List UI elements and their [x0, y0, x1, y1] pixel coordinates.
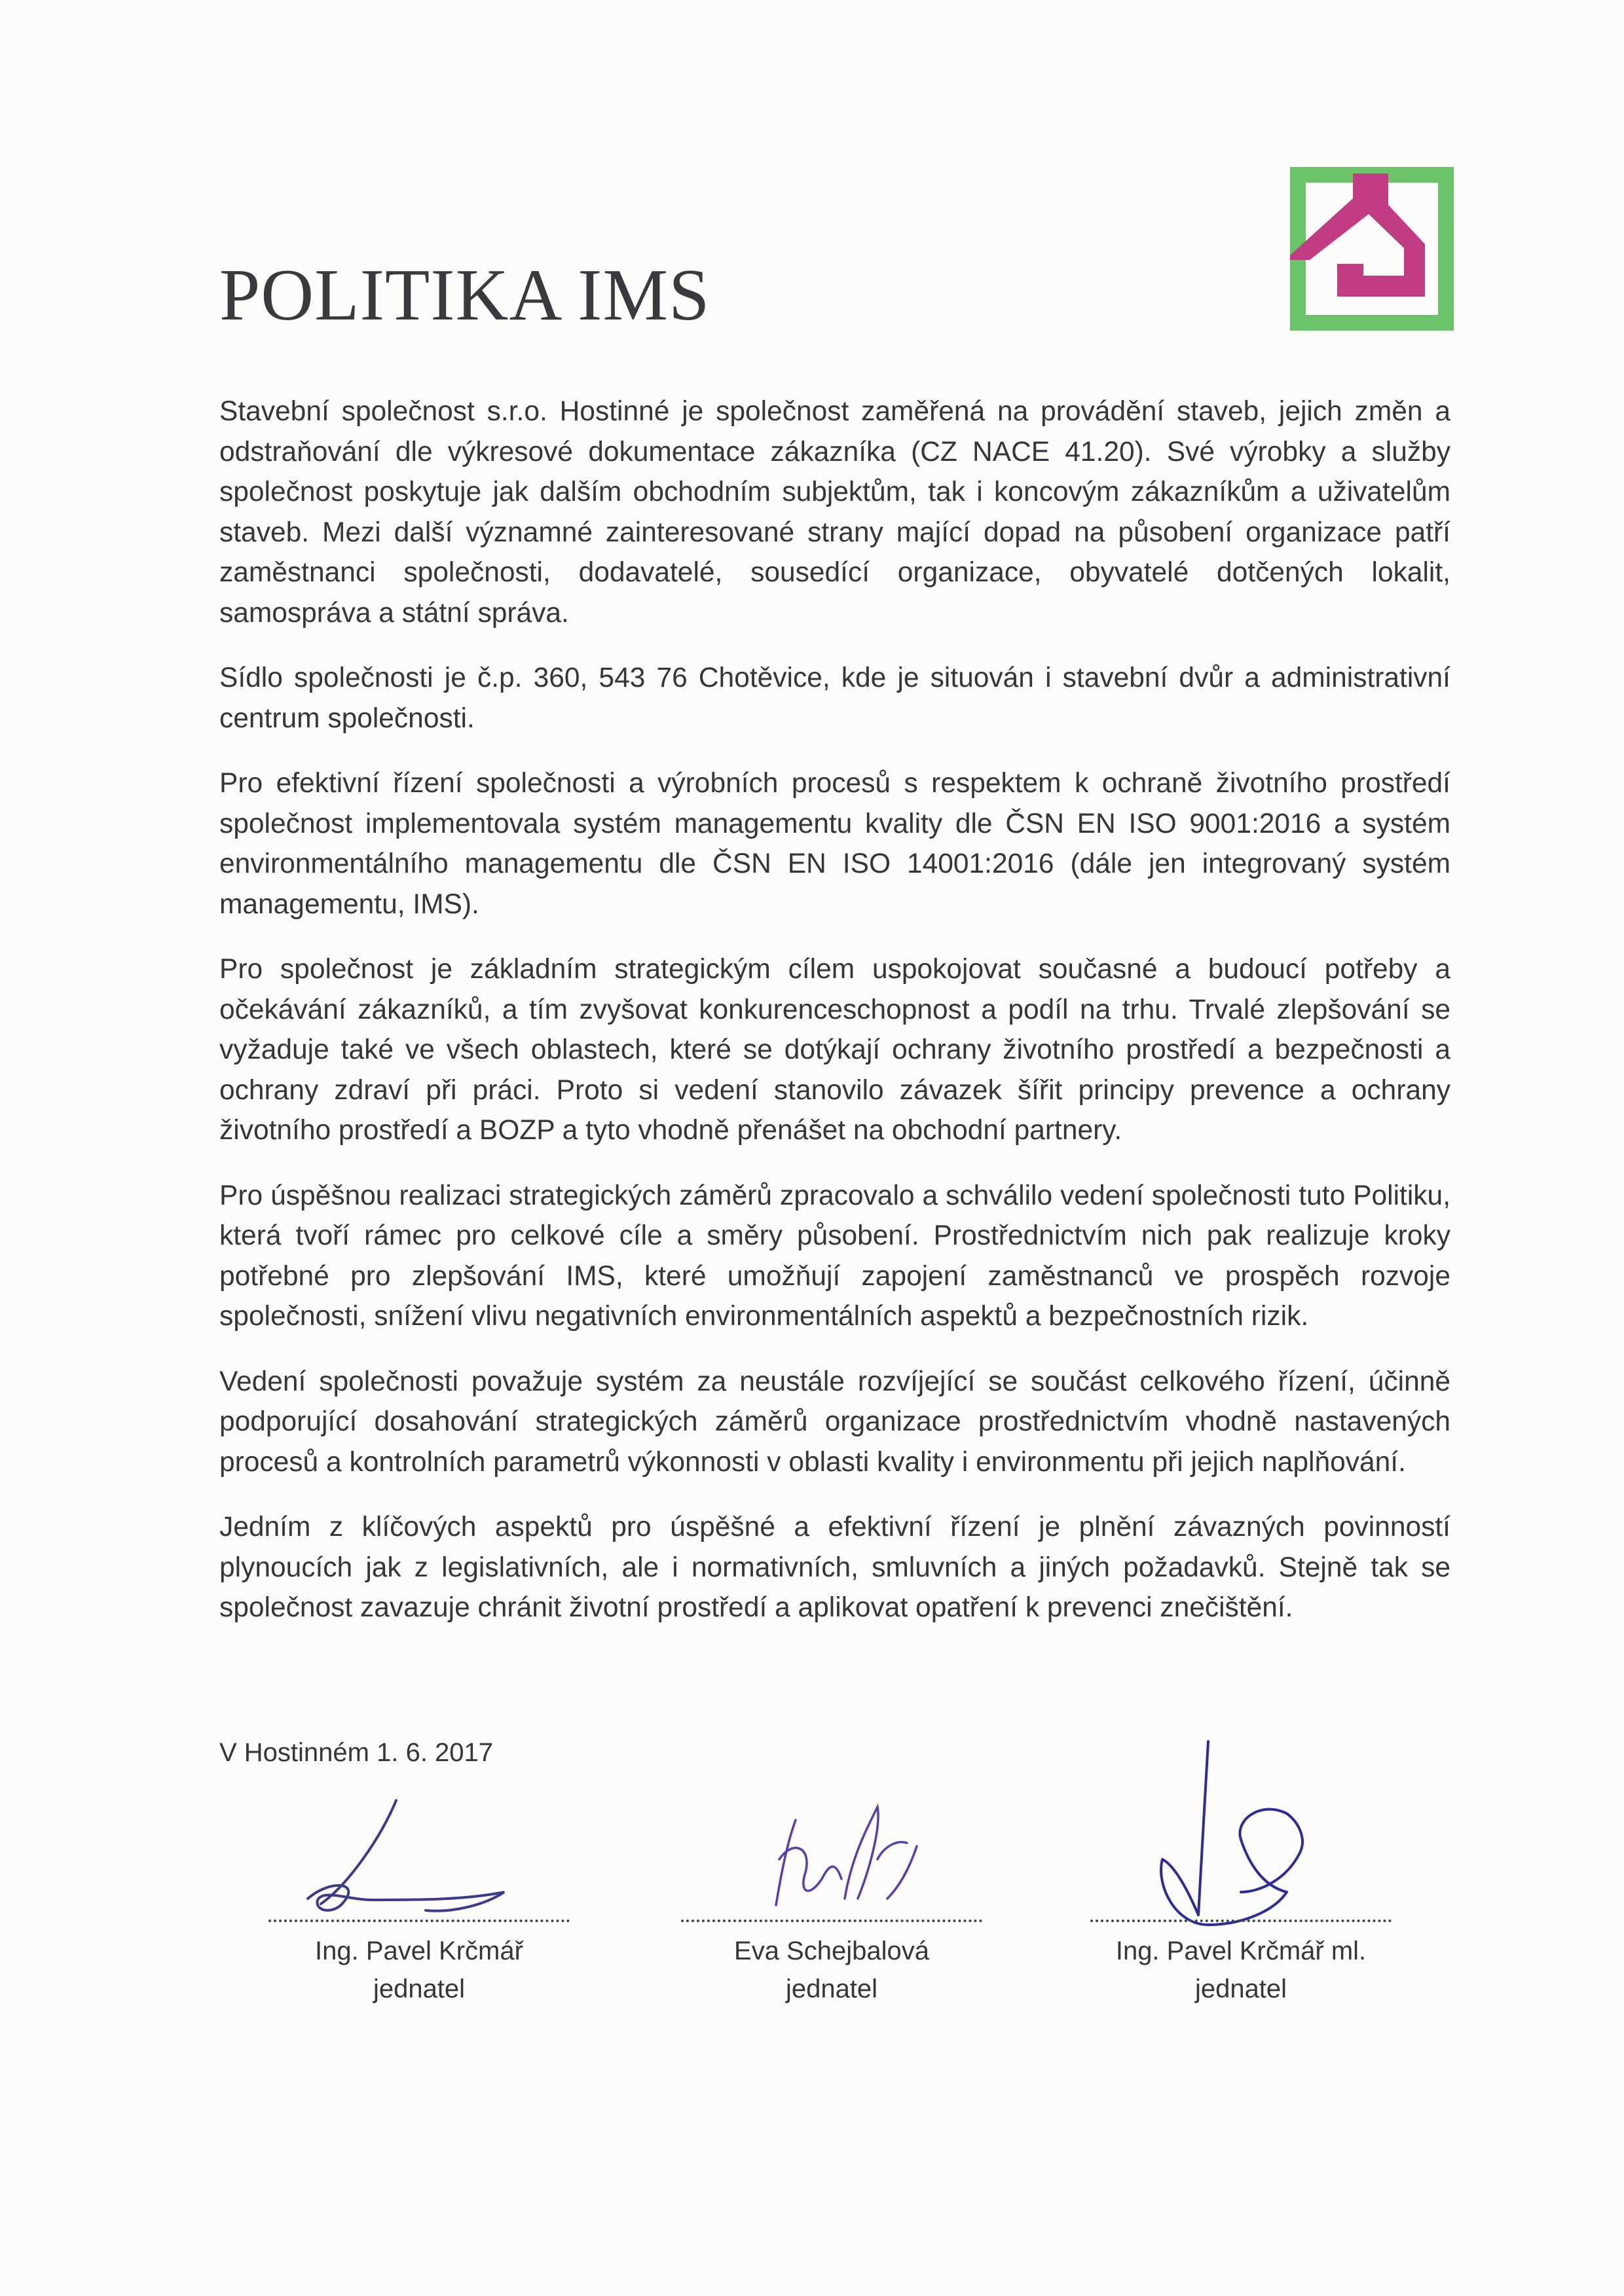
signature-line: [681, 1920, 982, 1922]
paragraph-2: Sídlo společnosti je č.p. 360, 543 76 Chotěvice, kde je situován i stavební dvůr a administrativní centrum společnosti.: [219, 663, 1450, 734]
body-text: [219, 392, 1450, 1653]
house-logo-icon: [1290, 167, 1454, 331]
paragraph-3: Pro efektivní řízení společnosti a výrobních procesů s respektem k ochraně životního prostředí společnost implementovala systém managementu kvality dle ČSN EN ISO 9001:2016 a systém environmentálního managementu dle ČSN EN ISO 14001:2016 (dále jen integrovaný systém managementu, IMS).: [219, 768, 1450, 920]
signature-block-3: [1090, 1728, 1392, 2023]
signature-block-2: [681, 1728, 982, 2023]
paragraph-5: Pro úspěšnou realizaci strategických záměrů zpracovalo a schválilo vedení společnosti tuto Politiku, která tvoří rámec pro celkové cíle a směry působení. Prostřednictvím nich pak realizuje kroky potřebné pro zlepšování IMS, které umožňují zapojení zaměstnanců ve prospěch rozvoje společnosti, snížení vlivu negativních environmentálních aspektů a bezpečnostních rizik.: [219, 1180, 1450, 1332]
page-title: POLITIKA IMS: [219, 255, 710, 336]
handwritten-signature-1: [268, 1728, 570, 1925]
signatory-name: Ing. Pavel Krčmář: [315, 1937, 523, 1965]
paragraph-4: Pro společnost je základním strategickým cílem uspokojovat současné a budoucí potřeby a očekávání zákazníků, a tím zvyšovat konkurenceschopnost a podíl na trhu. Trvalé zlepšování se vyžaduje také ve všech oblastech, které se dotýkají ochrany životního prostředí a bezpečnosti a ochrany zdraví při práci. Proto si vedení stanovilo závazek šířit principy prevence a ochrany životního prostředí a BOZP a tyto vhodně přenášet na obchodní partnery.: [219, 954, 1450, 1146]
signature-block-1: [268, 1728, 570, 2023]
place-date: V Hostinném 1. 6. 2017: [219, 1738, 494, 1767]
signature-line: [268, 1920, 570, 1922]
signatory-role: jednatel: [785, 1975, 878, 2003]
signature-line: [1090, 1920, 1392, 1922]
paragraph-1: Stavební společnost s.r.o. Hostinné je společnost zaměřená na provádění staveb, jejich změn a odstraňování dle výkresové dokumentace zákazníka (CZ NACE 41.20). Své výrobky a služby společnost poskytuje jak dalším obchodním subjektům, tak i koncovým zákazníkům a uživatelům staveb. Mezi další významné zainteresované strany mající dopad na působení organizace patří zaměstnanci společnosti, dodavatelé, sousedící organizace, obyvatelé dotčených lokalit, samospráva a státní správa.: [219, 396, 1450, 629]
signatory-name: Ing. Pavel Krčmář ml.: [1115, 1937, 1367, 1965]
paragraph-6: Vedení společnosti považuje systém za neustále rozvíjející se součást celkového řízení, účinně podporující dosahování strategických záměrů organizace prostřednictvím vhodně nastavených procesů a kontrolních parametrů výkonnosti v oblasti kvality i environmentu při jejich naplňování.: [219, 1366, 1450, 1478]
signatory-role: jednatel: [1194, 1975, 1287, 2003]
paragraph-7: Jedním z klíčových aspektů pro úspěšné a efektivní řízení je plnění závazných povinností plynoucích jak z legislativních, ale i normativních, smluvních a jiných požadavků. Stejně tak se společnost zavazuje chránit životní prostředí a aplikovat opatření k prevenci znečištění.: [219, 1512, 1450, 1623]
handwritten-signature-3: [1090, 1728, 1392, 1938]
signatory-name: Eva Schejbalová: [734, 1937, 929, 1965]
handwritten-signature-2: [681, 1728, 982, 1925]
signatory-role: jednatel: [373, 1975, 466, 2003]
